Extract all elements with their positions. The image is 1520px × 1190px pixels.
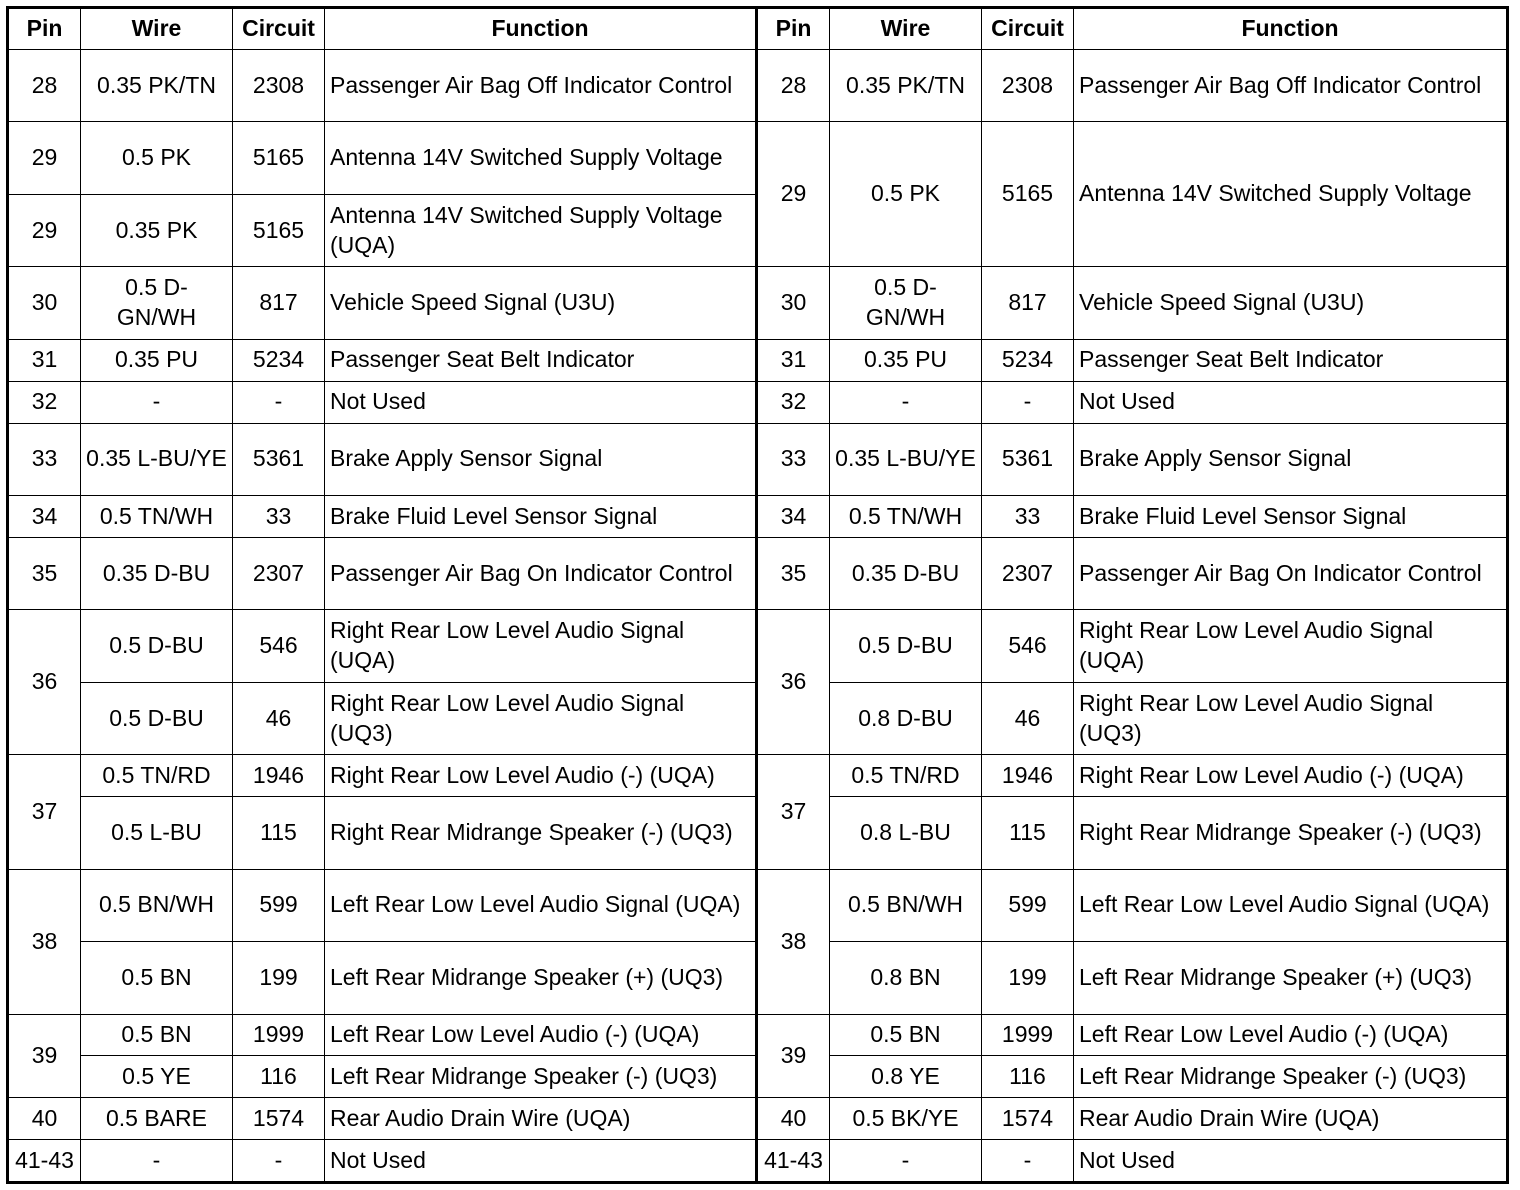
function-cell: Left Rear Low Level Audio (-) (UQA) [325, 1014, 757, 1056]
function-cell: Passenger Seat Belt Indicator [325, 339, 757, 381]
function-cell: Rear Audio Drain Wire (UQA) [1074, 1098, 1508, 1140]
pin-cell: 33 [757, 423, 830, 495]
function-cell: Brake Fluid Level Sensor Signal [325, 496, 757, 538]
pin-cell: 33 [8, 423, 81, 495]
function-cell: Right Rear Low Level Audio Signal (UQ3) [325, 682, 757, 754]
table-row [8, 1014, 1508, 1056]
function-cell: Passenger Air Bag On Indicator Control [1074, 537, 1508, 609]
function-cell: Antenna 14V Switched Supply Voltage (UQA) [325, 194, 757, 266]
function-cell: Rear Audio Drain Wire (UQA) [325, 1098, 757, 1140]
function-cell: Vehicle Speed Signal (U3U) [1074, 267, 1508, 339]
wire-cell: 0.5 TN/WH [81, 496, 233, 538]
pin-cell: 30 [757, 267, 830, 339]
wire-cell: - [830, 1140, 982, 1183]
circuit-cell: 2307 [233, 537, 325, 609]
wire-cell: 0.5 TN/RD [830, 755, 982, 797]
circuit-cell: 1946 [233, 755, 325, 797]
function-cell: Brake Fluid Level Sensor Signal [1074, 496, 1508, 538]
circuit-cell: 1999 [233, 1014, 325, 1056]
wire-cell: 0.5 BK/YE [830, 1098, 982, 1140]
circuit-cell: 5165 [233, 122, 325, 194]
pin-cell: 34 [757, 496, 830, 538]
wire-cell: 0.35 PU [830, 339, 982, 381]
circuit-cell: 5234 [982, 339, 1074, 381]
circuit-cell: - [233, 381, 325, 423]
table-row [8, 423, 1508, 495]
circuit-cell: 33 [233, 496, 325, 538]
function-cell: Left Rear Low Level Audio Signal (UQA) [325, 869, 757, 941]
table-row [8, 869, 1508, 941]
header-function: Function [325, 8, 757, 50]
wire-cell: 0.8 L-BU [830, 797, 982, 869]
wire-cell: 0.5 BN/WH [830, 869, 982, 941]
wire-cell: 0.35 PK/TN [830, 50, 982, 122]
wire-cell: 0.5 D-BU [830, 610, 982, 682]
function-cell: Passenger Air Bag On Indicator Control [325, 537, 757, 609]
header-row [8, 8, 1508, 50]
pin-cell: 28 [757, 50, 830, 122]
circuit-cell: 1946 [982, 755, 1074, 797]
circuit-cell: 599 [982, 869, 1074, 941]
wire-cell: 0.5 L-BU [81, 797, 233, 869]
circuit-cell: 817 [982, 267, 1074, 339]
pin-cell: 36 [8, 610, 81, 755]
wire-cell: 0.5 YE [81, 1056, 233, 1098]
wire-cell: 0.35 PK [81, 194, 233, 266]
pin-cell: 36 [757, 610, 830, 755]
pin-cell: 38 [757, 869, 830, 1014]
function-cell: Right Rear Low Level Audio (-) (UQA) [1074, 755, 1508, 797]
circuit-cell: - [982, 1140, 1074, 1183]
function-cell: Passenger Air Bag Off Indicator Control [325, 50, 757, 122]
circuit-cell: 546 [233, 610, 325, 682]
wire-cell: 0.5 D-BU [81, 682, 233, 754]
circuit-cell: 115 [982, 797, 1074, 869]
wire-cell: 0.5 PK [830, 122, 982, 267]
circuit-cell: 599 [233, 869, 325, 941]
table-row [8, 381, 1508, 423]
circuit-cell: 199 [233, 942, 325, 1014]
table-row [8, 1140, 1508, 1183]
circuit-cell: 2308 [233, 50, 325, 122]
function-cell: Right Rear Low Level Audio Signal (UQA) [325, 610, 757, 682]
function-cell: Passenger Seat Belt Indicator [1074, 339, 1508, 381]
circuit-cell: 46 [982, 682, 1074, 754]
pin-cell: 37 [757, 755, 830, 869]
function-cell: Left Rear Midrange Speaker (-) (UQ3) [1074, 1056, 1508, 1098]
pin-cell: 29 [757, 122, 830, 267]
header-circuit: Circuit [982, 8, 1074, 50]
pin-cell: 41-43 [8, 1140, 81, 1183]
header-pin: Pin [757, 8, 830, 50]
wire-cell: 0.5 D-GN/WH [830, 267, 982, 339]
header-wire: Wire [830, 8, 982, 50]
circuit-cell: 5165 [233, 194, 325, 266]
circuit-cell: - [982, 381, 1074, 423]
wire-cell: 0.5 PK [81, 122, 233, 194]
header-wire: Wire [81, 8, 233, 50]
wire-cell: 0.5 BN [81, 942, 233, 1014]
pin-cell: 41-43 [757, 1140, 830, 1183]
circuit-cell: 116 [233, 1056, 325, 1098]
function-cell: Brake Apply Sensor Signal [325, 423, 757, 495]
function-cell: Right Rear Low Level Audio (-) (UQA) [325, 755, 757, 797]
function-cell: Antenna 14V Switched Supply Voltage [1074, 122, 1508, 267]
pin-cell: 31 [757, 339, 830, 381]
table-row [8, 1098, 1508, 1140]
pin-cell: 38 [8, 869, 81, 1014]
function-cell: Right Rear Midrange Speaker (-) (UQ3) [1074, 797, 1508, 869]
function-cell: Left Rear Low Level Audio Signal (UQA) [1074, 869, 1508, 941]
pin-cell: 30 [8, 267, 81, 339]
pin-cell: 29 [8, 122, 81, 194]
wire-cell: - [81, 381, 233, 423]
circuit-cell: 5361 [233, 423, 325, 495]
function-cell: Passenger Air Bag Off Indicator Control [1074, 50, 1508, 122]
function-cell: Right Rear Low Level Audio Signal (UQA) [1074, 610, 1508, 682]
function-cell: Brake Apply Sensor Signal [1074, 423, 1508, 495]
function-cell: Antenna 14V Switched Supply Voltage [325, 122, 757, 194]
pin-cell: 35 [757, 537, 830, 609]
circuit-cell: 5234 [233, 339, 325, 381]
pin-cell: 40 [8, 1098, 81, 1140]
wire-cell: - [830, 381, 982, 423]
wire-cell: 0.8 D-BU [830, 682, 982, 754]
circuit-cell: 817 [233, 267, 325, 339]
pin-cell: 37 [8, 755, 81, 869]
function-cell: Not Used [325, 1140, 757, 1183]
table-row [8, 755, 1508, 797]
wire-cell: 0.5 BN/WH [81, 869, 233, 941]
wire-cell: 0.5 BN [81, 1014, 233, 1056]
function-cell: Left Rear Midrange Speaker (+) (UQ3) [325, 942, 757, 1014]
function-cell: Not Used [325, 381, 757, 423]
header-function: Function [1074, 8, 1508, 50]
header-circuit: Circuit [233, 8, 325, 50]
pin-cell: 28 [8, 50, 81, 122]
circuit-cell: 46 [233, 682, 325, 754]
function-cell: Vehicle Speed Signal (U3U) [325, 267, 757, 339]
pin-cell: 32 [8, 381, 81, 423]
table-row [8, 496, 1508, 538]
function-cell: Left Rear Low Level Audio (-) (UQA) [1074, 1014, 1508, 1056]
function-cell: Not Used [1074, 381, 1508, 423]
function-cell: Not Used [1074, 1140, 1508, 1183]
wire-cell: 0.35 PU [81, 339, 233, 381]
table-row [8, 339, 1508, 381]
function-cell: Right Rear Midrange Speaker (-) (UQ3) [325, 797, 757, 869]
table-row [8, 122, 1508, 194]
function-cell: Left Rear Midrange Speaker (+) (UQ3) [1074, 942, 1508, 1014]
circuit-cell: 199 [982, 942, 1074, 1014]
wire-cell: 0.5 D-BU [81, 610, 233, 682]
circuit-cell: 33 [982, 496, 1074, 538]
circuit-cell: 1999 [982, 1014, 1074, 1056]
wire-cell: 0.35 PK/TN [81, 50, 233, 122]
circuit-cell: 1574 [233, 1098, 325, 1140]
circuit-cell: 2307 [982, 537, 1074, 609]
wire-cell: 0.5 TN/WH [830, 496, 982, 538]
pin-cell: 34 [8, 496, 81, 538]
wire-cell: 0.35 L-BU/YE [830, 423, 982, 495]
table-row [8, 537, 1508, 609]
table-row [8, 267, 1508, 339]
pin-cell: 39 [8, 1014, 81, 1098]
wire-cell: 0.5 TN/RD [81, 755, 233, 797]
pin-cell: 40 [757, 1098, 830, 1140]
table-row [8, 50, 1508, 122]
circuit-cell: 5361 [982, 423, 1074, 495]
pin-cell: 32 [757, 381, 830, 423]
wire-cell: 0.35 D-BU [830, 537, 982, 609]
function-cell: Right Rear Low Level Audio Signal (UQ3) [1074, 682, 1508, 754]
wire-cell: 0.35 L-BU/YE [81, 423, 233, 495]
circuit-cell: 5165 [982, 122, 1074, 267]
circuit-cell: 116 [982, 1056, 1074, 1098]
function-cell: Left Rear Midrange Speaker (-) (UQ3) [325, 1056, 757, 1098]
circuit-cell: 2308 [982, 50, 1074, 122]
wire-cell: 0.5 D-GN/WH [81, 267, 233, 339]
header-pin: Pin [8, 8, 81, 50]
pin-cell: 29 [8, 194, 81, 266]
wire-cell: 0.35 D-BU [81, 537, 233, 609]
wire-cell: 0.5 BN [830, 1014, 982, 1056]
wire-cell: 0.8 YE [830, 1056, 982, 1098]
circuit-cell: 1574 [982, 1098, 1074, 1140]
pin-cell: 35 [8, 537, 81, 609]
circuit-cell: - [233, 1140, 325, 1183]
connector-pinout-table [6, 6, 1509, 1184]
table-row [8, 610, 1508, 682]
wire-cell: 0.5 BARE [81, 1098, 233, 1140]
wire-cell: 0.8 BN [830, 942, 982, 1014]
pin-cell: 31 [8, 339, 81, 381]
circuit-cell: 115 [233, 797, 325, 869]
circuit-cell: 546 [982, 610, 1074, 682]
pin-cell: 39 [757, 1014, 830, 1098]
wire-cell: - [81, 1140, 233, 1183]
